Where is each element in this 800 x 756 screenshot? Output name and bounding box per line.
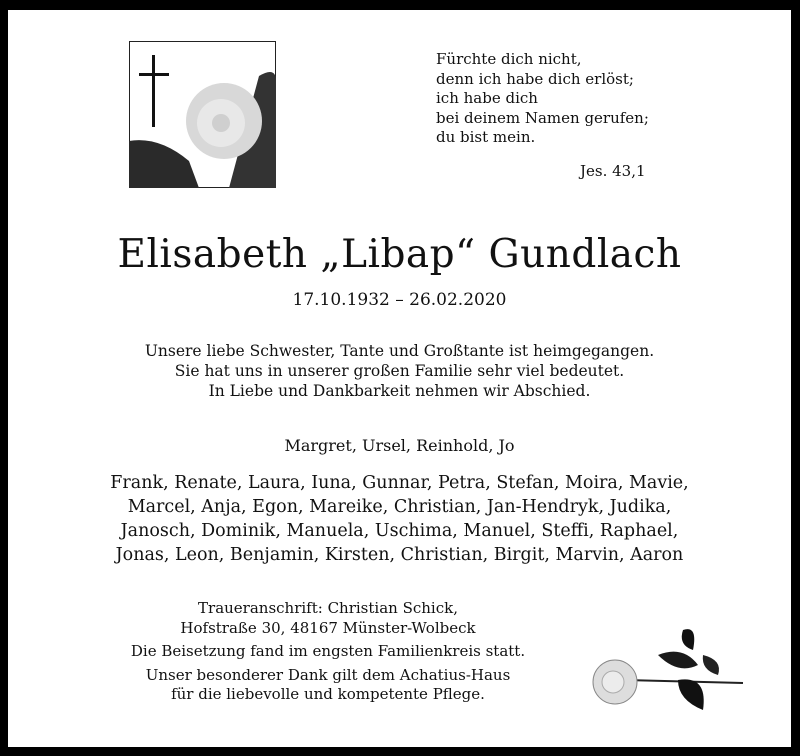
verse-line: du bist mein. xyxy=(436,128,536,146)
siblings: Margret, Ursel, Reinhold, Jo xyxy=(284,436,515,455)
deceased-name: Elisabeth „Libap“ Gundlach xyxy=(117,232,682,277)
burial-note: Die Beisetzung fand im engsten Familienkreis statt. xyxy=(130,642,526,660)
cross-rose-image xyxy=(129,41,276,188)
names-line: Janosch, Dominik, Manuela, Uschima, Manuel, Steffi, Raphael, xyxy=(120,521,679,541)
life-dates: 17.10.1932 – 26.02.2020 xyxy=(292,290,507,310)
thanks-line: Unser besonderer Dank gilt dem Achatius-Haus xyxy=(145,665,511,684)
message-line: Unsere liebe Schwester, Tante und Großtante ist heimgegangen. xyxy=(144,342,655,360)
verse-line: denn ich habe dich erlöst; xyxy=(436,69,634,88)
verse-line: ich habe dich xyxy=(436,89,538,107)
footer xyxy=(88,599,568,705)
verse-line: Fürchte dich nicht, xyxy=(436,50,582,68)
message-line: Sie hat uns in unserer großen Familie sehr viel bedeutet. xyxy=(174,362,625,380)
family-names xyxy=(8,471,791,567)
address-line: Traueranschrift: Christian Schick, xyxy=(198,599,458,617)
thanks-line: für die liebevolle und kompetente Pflege. xyxy=(171,685,485,703)
rose-image xyxy=(583,625,753,725)
verse-reference: Jes. 43,1 xyxy=(580,162,646,180)
bible-verse xyxy=(436,50,649,148)
verse-line: bei deinem Namen gerufen; xyxy=(436,108,649,127)
names-line: Marcel, Anja, Egon, Mareike, Christian, Jan-Hendryk, Judika, xyxy=(127,497,672,517)
names-line: Frank, Renate, Laura, Iuna, Gunnar, Petra, Stefan, Moira, Mavie, xyxy=(110,473,689,493)
message xyxy=(8,341,791,401)
address-line: Hofstraße 30, 48167 Münster-Wolbeck xyxy=(180,618,476,637)
names-line: Jonas, Leon, Benjamin, Kirsten, Christian, Birgit, Marvin, Aaron xyxy=(115,545,684,565)
message-line: In Liebe und Dankbarkeit nehmen wir Abschied. xyxy=(208,382,591,400)
obituary-notice xyxy=(8,10,791,747)
